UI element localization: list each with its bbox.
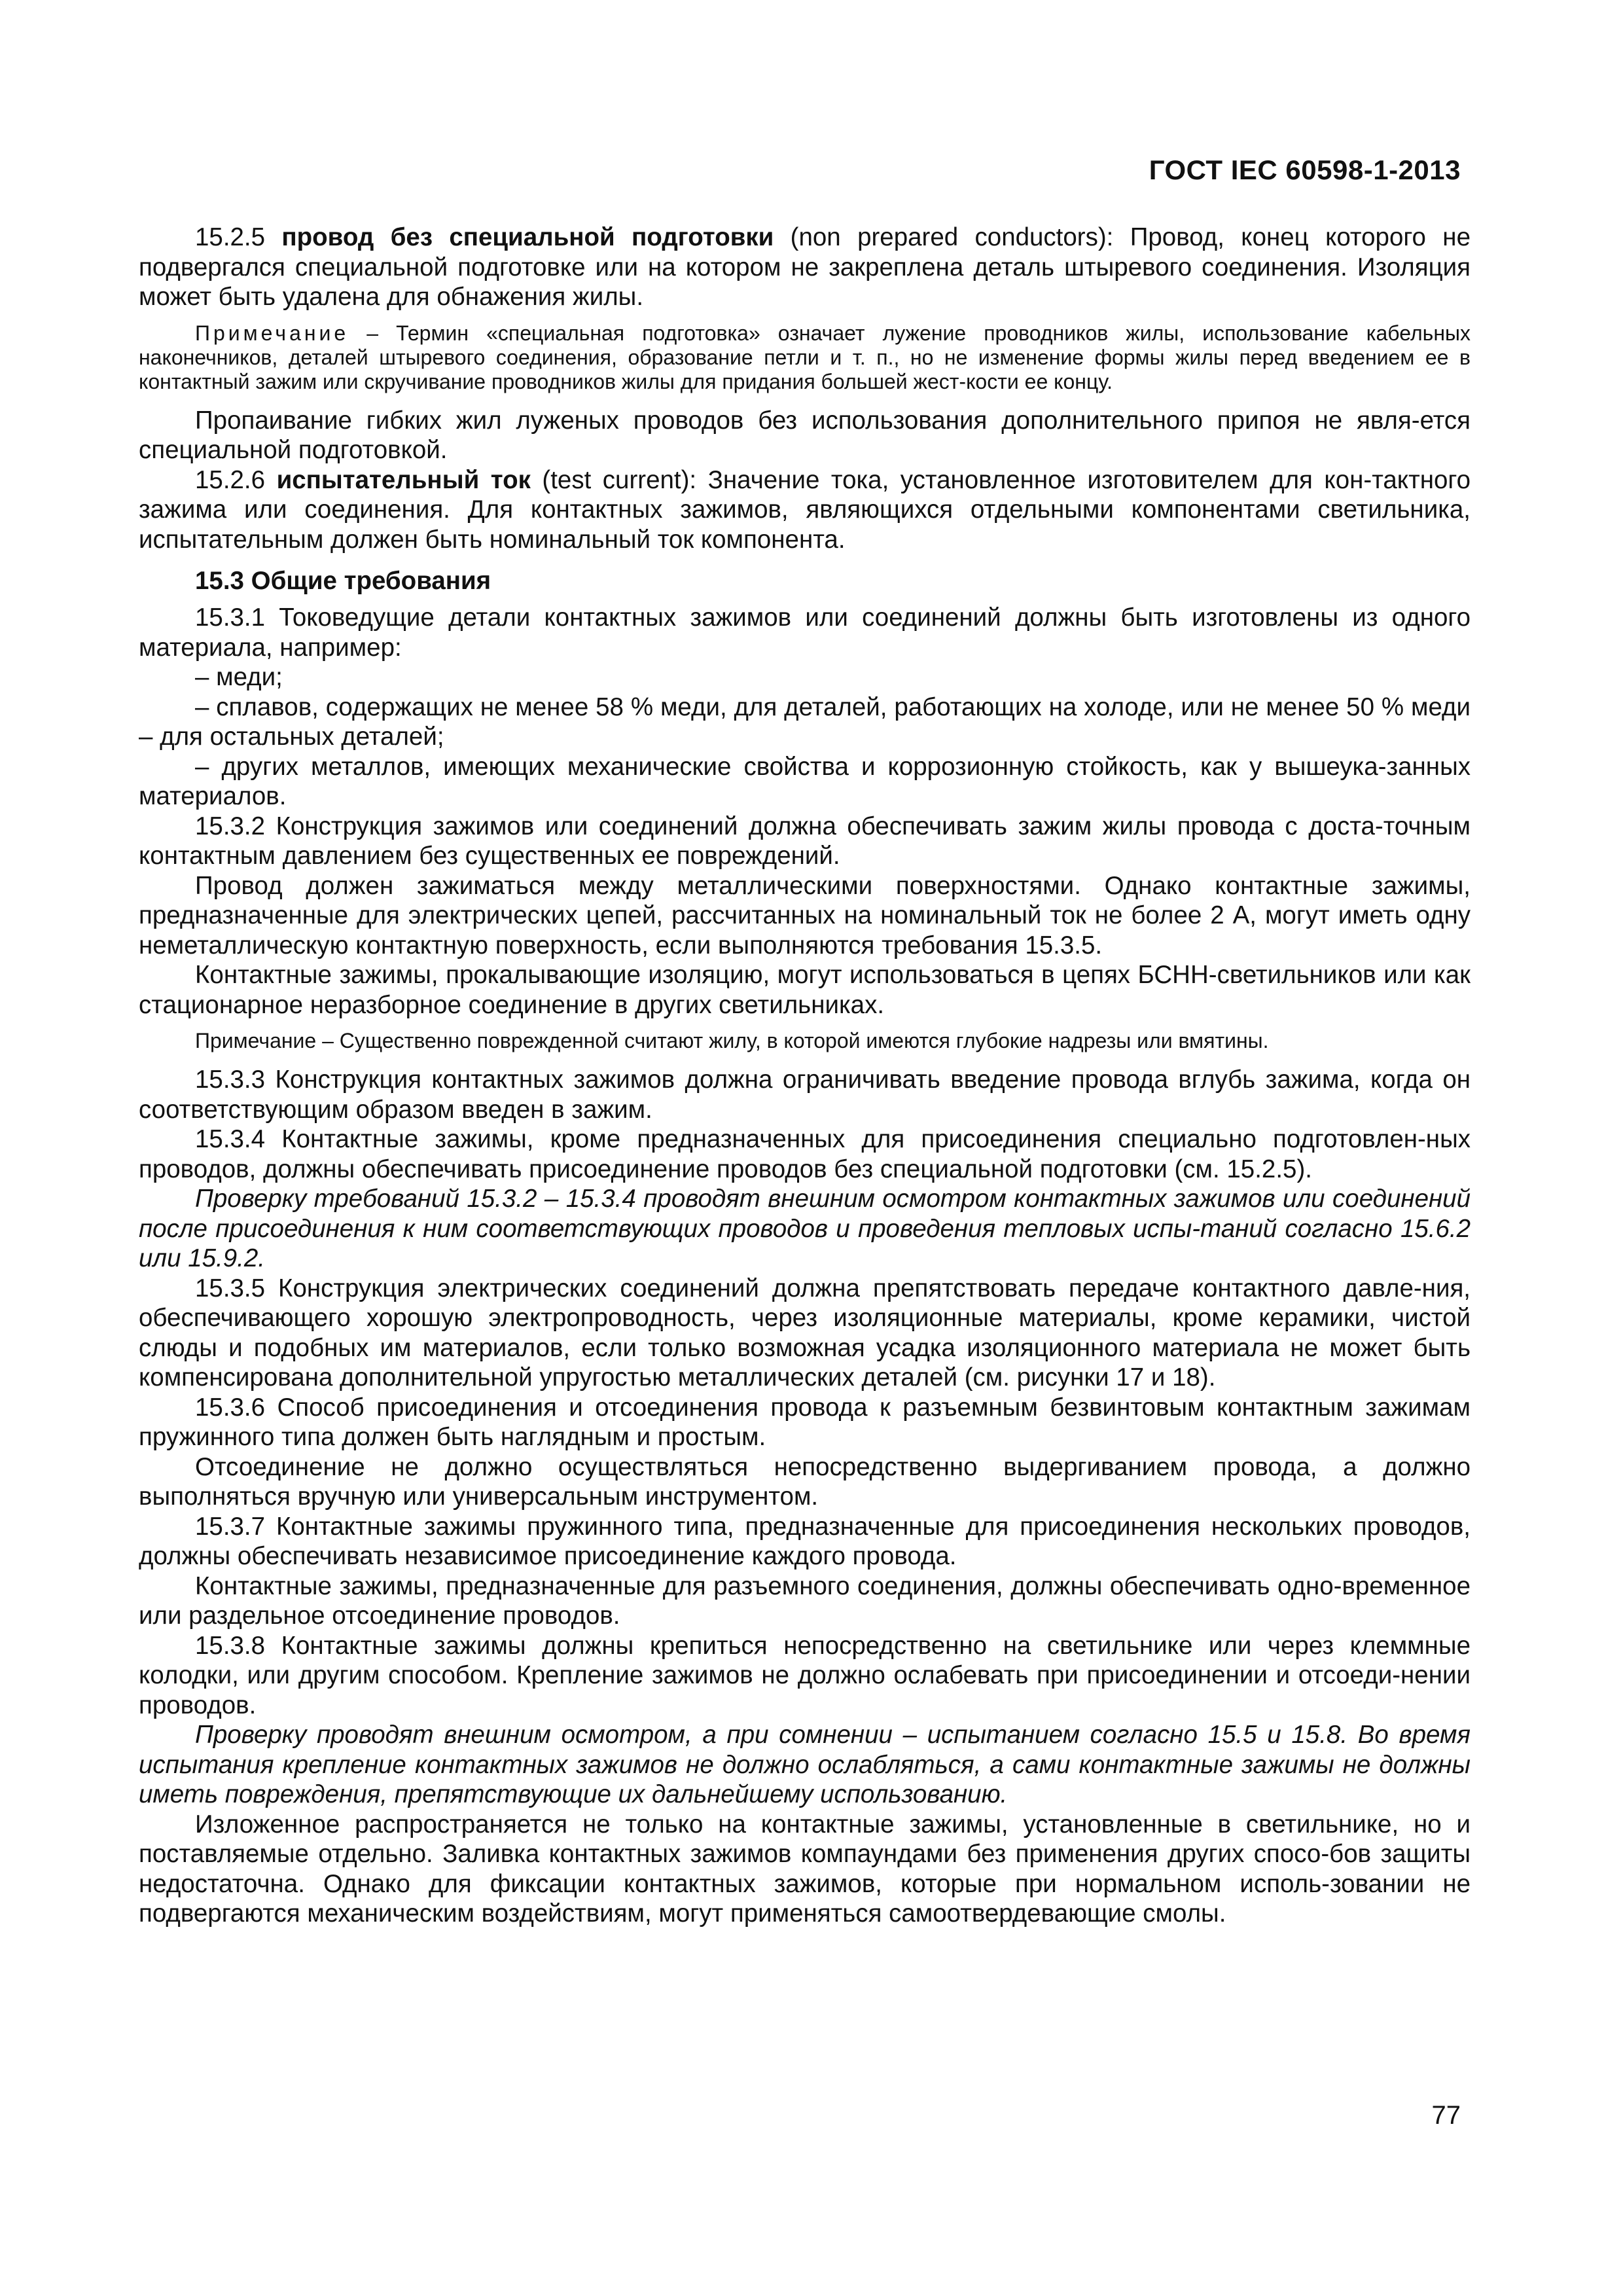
page-number: 77 [1431,2101,1461,2130]
test-procedure-15-3-2-to-15-3-4: Проверку требований 15.3.2 – 15.3.4 проводят внешним осмотром контактных зажимов или соединений после присоединения к ним соответствующих проводов и проведения тепловых испы-таний согласно 15.6.2 или 15.9.2. [139,1185,1471,1272]
test-procedure-15-3-8: Проверку проводят внешним осмотром, а при сомнении – испытанием согласно 15.5 и 15.8. Во время испытания крепление контактных зажимов не должно ослабляться, а сами контактные зажимы не должны иметь повреждения, препятствующие их дальнейшему использованию. [139,1721,1471,1808]
paragraph-metal-surfaces: Провод должен зажиматься между металлическими поверхностями. Однако контактные зажимы, предназначенные для электрических цепей, рассчитанных на номинальный ток не более 2 А, могут иметь одну неметаллическую контактную поверхность, если выполняются требования 15.3.5. [139,871,1471,960]
clause-15-3-7: 15.3.7 Контактные зажимы пружинного типа, предназначенные для присоединения нескольких проводов, должны обеспечивать независимое присоединение каждого провода. [139,1512,1471,1570]
paragraph-detachable-connection: Контактные зажимы, предназначенные для разъемного соединения, должны обеспечивать одно-временное или раздельное отсоединение проводов. [139,1571,1471,1630]
clause-15-3-3: 15.3.3 Конструкция контактных зажимов должна ограничивать введение провода вглубь зажима, когда он соответствующим образом введен в зажим. [139,1066,1471,1124]
clause-number: 15.2.6 [195,465,277,494]
list-item-other-metals: – других металлов, имеющих механические свойства и коррозионную стойкость, как у вышеука-занных материалов. [139,752,1471,810]
body-text [139,223,1471,1929]
clause-15-3-1: 15.3.1 Токоведущие детали контактных зажимов или соединений должны быть изготовлены из одного материала, например: [139,603,1471,662]
term-bold: провод без специальной подготовки [281,223,774,251]
note-text: – Термин «специальная подготовка» означает лужение проводников жилы, использование кабельных наконечников, деталей штыревого соединения, образование петли и т. п., но не изменение формы жилы перед введением ее в контактный зажим или скручивание проводников жилы для придания большей жест-кости ее концу. [139,321,1471,393]
clause-15-3-8: 15.3.8 Контактные зажимы должны крепиться непосредственно на светильнике или через клеммные колодки, или другим способом. Крепление зажимов не должно ослабевать при присоединении и отсоеди-нении проводов. [139,1631,1471,1719]
paragraph-piercing-terminals: Контактные зажимы, прокалывающие изоляцию, могут использоваться в цепях БСНН-светильников или как стационарное неразборное соединение в других светильниках. [139,961,1471,1019]
term-bold: испытательный ток [276,465,531,494]
standard-code: ГОСТ IEC 60598-1-2013 [1149,154,1461,185]
clause-15-3-6: 15.3.6 Способ присоединения и отсоединения провода к разъемным безвинтовым контактным зажимам пружинного типа должен быть наглядным и простым. [139,1393,1471,1451]
clause-15-3-2: 15.3.2 Конструкция зажимов или соединений должна обеспечивать зажим жилы провода с доста-точным контактным давлением без существенных ее повреждений. [139,812,1471,870]
section-heading-15-3: 15.3 Общие требования [195,567,491,595]
list-item-alloys: – сплавов, содержащих не менее 58 % меди, для деталей, работающих на холоде, или не менее 50 % меди – для остальных деталей; [139,692,1471,751]
paragraph-soldering: Пропаивание гибких жил луженых проводов без использования дополнительного припоя не явля-ется специальной подготовкой. [139,406,1471,464]
clause-text: (non prepared conductors): Провод, конец которого не подвергался специальной подготовке или на котором не закреплена деталь штыревого соединения. Изоляция может быть удалена для обнажения жилы. [139,223,1471,311]
clause-15-3-5: 15.3.5 Конструкция электрических соединений должна препятствовать передаче контактного давле-ния, обеспечивающего хорошую электропроводность, через изоляционные материалы, кроме керамики, чистой слюды и подобных им материалов, если только возможная усадка изоляционного материала не может быть компенсирована дополнительной упругостью металлических деталей (см. рисунки 17 и 18). [139,1274,1471,1391]
clause-15-2-6 [139,465,1471,555]
paragraph-scope: Изложенное распространяется не только на контактные зажимы, установленные в светильнике, но и поставляемые отдельно. Заливка контактных зажимов компаундами без применения других спосо-бов защиты недостаточна. Однако для фиксации контактных зажимов, которые при нормальном исполь-зовании не подвергаются механическим воздействиям, могут применяться самоотвердевающие смолы. [139,1810,1471,1928]
note-label: Примечание [195,321,349,345]
clause-number: 15.2.5 [195,223,282,251]
clause-15-3-4: 15.3.4 Контактные зажимы, кроме предназначенных для присоединения специально подготовлен-ных проводов, должны обеспечивать присоединение проводов без специальной подготовки (см. 15.2.5). [139,1125,1471,1183]
note-damaged-conductor: Примечание – Существенно поврежденной считают жилу, в которой имеются глубокие надрезы или вмятины. [195,1029,1269,1052]
clause-text: (test current): Значение тока, установленное изготовителем для кон-тактного зажима или соединения. Для контактных зажимов, являющихся отдельными компонентами светильника, испытательным должен быть номинальный ток компонента. [139,465,1471,554]
list-item-copper: – меди; [195,663,283,691]
clause-15-2-5 [139,223,1471,312]
note-special-preparation [139,321,1471,394]
paragraph-disconnection: Отсоединение не должно осуществляться непосредственно выдергиванием провода, а должно выполняться вручную или универсальным инструментом. [139,1452,1471,1511]
